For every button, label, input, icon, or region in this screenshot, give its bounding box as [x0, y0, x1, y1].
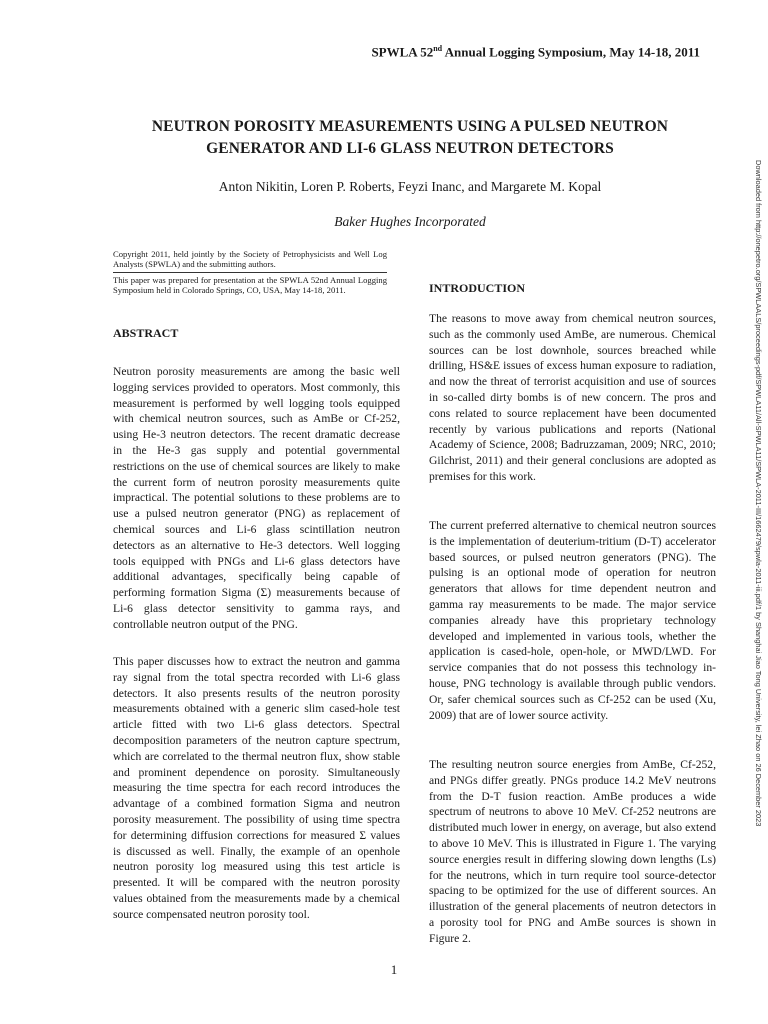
presentation-notice: This paper was prepared for presentation at the SPWLA 52nd Annual Logging Symposium held in Colorado Springs, CO, USA, May 14-18, 2011. [113, 274, 387, 295]
title-line-2: GENERATOR AND LI-6 GLASS NEUTRON DETECTORS [206, 140, 614, 157]
download-notice: Downloaded from http://onepetro.org/SPWLAALS/proceedings-pdf/SPWLA11/All-SPWLA11/SPWLA-2011-III/1662479/spwla-2011-iii.pdf/1 by Shanghai Jiao Tong University, lei Zhao on 26 December 2023 [754, 160, 763, 827]
title-line-1: NEUTRON POROSITY MEASUREMENTS USING A PULSED NEUTRON [151, 118, 669, 135]
copyright-notice: Copyright 2011, held jointly by the Society of Petrophysicists and Well Log Analysts (SPWLA) and the submitting authors. [113, 249, 387, 270]
symposium-name: SPWLA 52 [371, 44, 434, 60]
paper-title [60, 116, 760, 160]
page-number: 1 [390, 962, 398, 977]
abstract-paragraph-2 [113, 654, 400, 923]
affiliation: Baker Hughes Incorporated [334, 214, 486, 229]
copyright-divider [113, 272, 387, 273]
introduction-paragraph-1 [429, 311, 716, 485]
abstract-heading: ABSTRACT [113, 326, 179, 340]
introduction-paragraph-2 [429, 518, 716, 723]
introduction-heading: INTRODUCTION [429, 281, 526, 295]
introduction-text-3: The resulting neutron source energies from AmBe, Cf-252, and PNGs differ greatly. PNGs produce 14.2 MeV neutrons from the D-T fusion reaction. AmBe produces a wide spectrum of neutrons to above 10 MeV. Cf-252 neutrons are distributed much lower in energy, on average, but also extend to above 10 MeV. This is illustrated in Figure 1. The varying source energies result in differing slowing down lengths (Ls) for the neutrons, which in turn require tool source-detector spacing to be optimized for the use of different sources. An illustration of the general placements of neutron detectors in a porosity tool for PNG and AmBe sources is shown in Figure 2. [429, 758, 716, 945]
download-watermark [751, 160, 765, 900]
ordinal-suffix: nd [433, 44, 443, 53]
copyright-block [113, 249, 387, 295]
symposium-date: Annual Logging Symposium, May 14-18, 2011 [442, 44, 700, 60]
abstract-text-1: Neutron porosity measurements are among the basic well logging services provided to operators. Most commonly, this measurement is performed by well logging tools equipped with chemical neutron sources, such as AmBe or Cf-252, using He-3 neutron detectors. The recent dramatic decrease in the He-3 gas supply and potential governmental restrictions on the use of chemical sources are likely to make the current form of neutron porosity measurements quite impractical. The potential solutions to these problems are to use a pulsed neutron generator (PNG) as replacement of chemical sources and Li-6 glass scintillation neutron detectors as an alternative to He-3 detectors. Well logging tools equipped with PNGs and Li-6 glass detectors have additional advantages, specifically being capable of performing formation Sigma (Σ) measurements because of Li-6 glass detector sensitivity to gamma rays, and controllable neutron output of the PNG. [113, 365, 400, 631]
introduction-text-1: The reasons to move away from chemical neutron sources, such as the commonly used AmBe, are numerous. Chemical sources can be lost downhole, sources breached while drilling, HS&E issues of excess human exposure to radiation, and now the threat of terrorist acquisition and use of sources in so-called dirty bombs is of new concern. The pros and cons related to source replacement have been documented recently by various publications and reports (National Academy of Science, 2008; Badruzzaman, 2009; NRC, 2010; Gilchrist, 2011) and their general conclusions are adopted as premises for this work. [429, 312, 716, 483]
introduction-paragraph-3 [429, 757, 716, 947]
abstract-paragraph-1 [113, 364, 400, 633]
author-list: Anton Nikitin, Loren P. Roberts, Feyzi Inanc, and Margarete M. Kopal [218, 179, 602, 194]
running-header [371, 44, 700, 60]
introduction-text-2: The current preferred alternative to chemical neutron sources is the implementation of deuterium-tritium (D-T) accelerator based sources, or pulsed neutron generators (PNG). The pulsing is an optional mode of operation for neutron generators that allows for time dependent neutron and gamma ray measurements to be made. The major service companies already have this proprietary technology developed and implemented in various tools, whether the application is cased-hole, open-hole, or MWD/LWD. For service companies that do not possess this technology in-house, PNG technology is available through public vendors. Or, safer chemical sources such as Cf-252 can be used (Xu, 2009) that are of lower source activity. [429, 519, 716, 722]
abstract-text-2: This paper discusses how to extract the neutron and gamma ray signal from the total spectra recorded with Li-6 glass detectors. It also presents results of the neutron porosity measurements obtained with a generic slim cased-hole test article fitted with two Li-6 glass detectors. Spectral decomposition parameters of the neutron capture spectrum, which are correlated to the thermal neutron flux, show stable and prominent dependence on porosity. Simultaneously measuring the time spectra for each record introduces the advantage of a combined formation Sigma and neutron porosity measurement. The possibility of using time spectra for determining diffusion corrections for measured Σ values is discussed as well. Finally, the example of an openhole neutron porosity log measured using this test article is presented. It will be compared with the neutron porosity values obtained from the measurements made by a chemical source compensated neutron porosity tool. [113, 655, 400, 921]
